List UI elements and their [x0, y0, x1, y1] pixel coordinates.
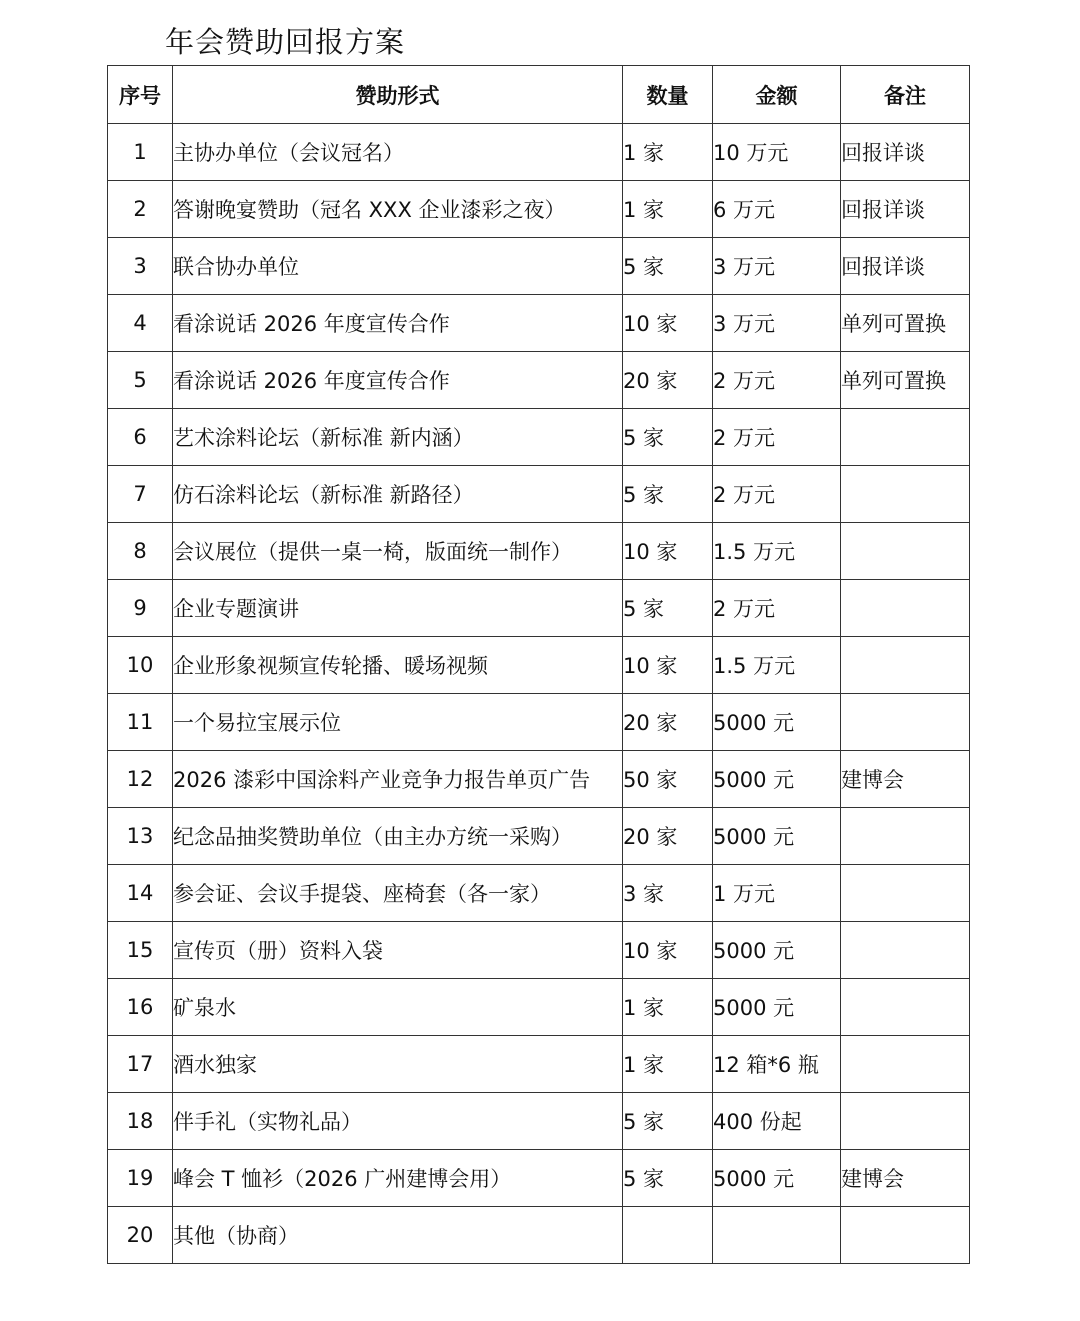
page-title: 年会赞助回报方案 [165, 25, 406, 59]
cell-amount: 5000 元 [713, 751, 841, 808]
cell-form: 酒水独家 [173, 1036, 623, 1093]
cell-form: 其他（协商） [173, 1207, 623, 1264]
cell-form: 一个易拉宝展示位 [173, 694, 623, 751]
header-no: 序号 [108, 66, 173, 124]
cell-qty: 1 家 [623, 1036, 713, 1093]
cell-no: 11 [108, 694, 173, 751]
table-row [108, 466, 970, 523]
table-row [108, 1036, 970, 1093]
cell-form: 主协办单位（会议冠名） [173, 124, 623, 181]
cell-amount: 6 万元 [713, 181, 841, 238]
cell-amount: 2 万元 [713, 580, 841, 637]
cell-amount: 1.5 万元 [713, 637, 841, 694]
cell-no: 1 [108, 124, 173, 181]
cell-qty: 5 家 [623, 238, 713, 295]
cell-qty [623, 1207, 713, 1264]
cell-qty: 20 家 [623, 352, 713, 409]
cell-no: 5 [108, 352, 173, 409]
cell-no: 17 [108, 1036, 173, 1093]
cell-qty: 5 家 [623, 409, 713, 466]
table-header-row [108, 66, 970, 124]
cell-amount: 400 份起 [713, 1093, 841, 1150]
cell-note [841, 580, 970, 637]
table-row [108, 1207, 970, 1264]
cell-form: 2026 漆彩中国涂料产业竞争力报告单页广告 [173, 751, 623, 808]
cell-amount: 5000 元 [713, 694, 841, 751]
cell-no: 6 [108, 409, 173, 466]
cell-qty: 1 家 [623, 124, 713, 181]
cell-note [841, 637, 970, 694]
cell-no: 12 [108, 751, 173, 808]
cell-no: 3 [108, 238, 173, 295]
cell-note: 建博会 [841, 751, 970, 808]
cell-amount: 3 万元 [713, 295, 841, 352]
cell-note: 回报详谈 [841, 124, 970, 181]
header-note: 备注 [841, 66, 970, 124]
cell-no: 10 [108, 637, 173, 694]
cell-form: 仿石涂料论坛（新标准 新路径） [173, 466, 623, 523]
cell-qty: 10 家 [623, 295, 713, 352]
cell-qty: 3 家 [623, 865, 713, 922]
cell-note: 单列可置换 [841, 295, 970, 352]
cell-note [841, 466, 970, 523]
table-row [108, 124, 970, 181]
cell-qty: 5 家 [623, 1093, 713, 1150]
cell-form: 企业形象视频宣传轮播、暖场视频 [173, 637, 623, 694]
table-row [108, 580, 970, 637]
cell-amount: 5000 元 [713, 979, 841, 1036]
table-row [108, 409, 970, 466]
cell-note [841, 979, 970, 1036]
cell-form: 企业专题演讲 [173, 580, 623, 637]
cell-note [841, 808, 970, 865]
cell-qty: 50 家 [623, 751, 713, 808]
cell-note: 回报详谈 [841, 181, 970, 238]
cell-amount: 2 万元 [713, 352, 841, 409]
table-row [108, 295, 970, 352]
header-qty: 数量 [623, 66, 713, 124]
table-row [108, 1093, 970, 1150]
cell-amount: 1 万元 [713, 865, 841, 922]
cell-amount: 2 万元 [713, 466, 841, 523]
cell-note [841, 1207, 970, 1264]
cell-no: 15 [108, 922, 173, 979]
cell-no: 2 [108, 181, 173, 238]
cell-amount: 2 万元 [713, 409, 841, 466]
cell-no: 13 [108, 808, 173, 865]
table-row [108, 979, 970, 1036]
cell-qty: 5 家 [623, 466, 713, 523]
cell-no: 20 [108, 1207, 173, 1264]
cell-form: 答谢晚宴赞助（冠名 XXX 企业漆彩之夜） [173, 181, 623, 238]
table-row [108, 1150, 970, 1207]
cell-amount: 5000 元 [713, 1150, 841, 1207]
table-row [108, 751, 970, 808]
table-row [108, 637, 970, 694]
cell-note: 建博会 [841, 1150, 970, 1207]
cell-note: 回报详谈 [841, 238, 970, 295]
cell-amount [713, 1207, 841, 1264]
cell-qty: 20 家 [623, 694, 713, 751]
cell-amount: 1.5 万元 [713, 523, 841, 580]
header-amount: 金额 [713, 66, 841, 124]
cell-amount: 12 箱*6 瓶 [713, 1036, 841, 1093]
cell-note [841, 694, 970, 751]
table-body [108, 124, 970, 1264]
cell-no: 8 [108, 523, 173, 580]
header-form: 赞助形式 [173, 66, 623, 124]
cell-form: 看涂说话 2026 年度宣传合作 [173, 352, 623, 409]
cell-qty: 20 家 [623, 808, 713, 865]
cell-form: 联合协办单位 [173, 238, 623, 295]
cell-form: 矿泉水 [173, 979, 623, 1036]
cell-note [841, 865, 970, 922]
cell-note: 单列可置换 [841, 352, 970, 409]
cell-note [841, 1036, 970, 1093]
cell-note [841, 922, 970, 979]
cell-form: 艺术涂料论坛（新标准 新内涵） [173, 409, 623, 466]
cell-no: 4 [108, 295, 173, 352]
cell-amount: 5000 元 [713, 808, 841, 865]
cell-qty: 10 家 [623, 922, 713, 979]
table-row [108, 523, 970, 580]
table-row [108, 865, 970, 922]
cell-no: 19 [108, 1150, 173, 1207]
cell-qty: 5 家 [623, 1150, 713, 1207]
table-row [108, 694, 970, 751]
table-row [108, 238, 970, 295]
cell-no: 14 [108, 865, 173, 922]
cell-qty: 5 家 [623, 580, 713, 637]
cell-no: 9 [108, 580, 173, 637]
cell-amount: 3 万元 [713, 238, 841, 295]
table-row [108, 922, 970, 979]
cell-note [841, 409, 970, 466]
table-row [108, 181, 970, 238]
cell-note [841, 523, 970, 580]
cell-form: 峰会 T 恤衫（2026 广州建博会用） [173, 1150, 623, 1207]
cell-no: 7 [108, 466, 173, 523]
cell-form: 纪念品抽奖赞助单位（由主办方统一采购） [173, 808, 623, 865]
cell-no: 16 [108, 979, 173, 1036]
cell-amount: 5000 元 [713, 922, 841, 979]
sponsorship-table [107, 65, 970, 1264]
cell-qty: 1 家 [623, 181, 713, 238]
cell-note [841, 1093, 970, 1150]
cell-form: 参会证、会议手提袋、座椅套（各一家） [173, 865, 623, 922]
cell-amount: 10 万元 [713, 124, 841, 181]
cell-qty: 10 家 [623, 523, 713, 580]
cell-qty: 1 家 [623, 979, 713, 1036]
cell-form: 伴手礼（实物礼品） [173, 1093, 623, 1150]
cell-form: 看涂说话 2026 年度宣传合作 [173, 295, 623, 352]
cell-no: 18 [108, 1093, 173, 1150]
cell-qty: 10 家 [623, 637, 713, 694]
cell-form: 宣传页（册）资料入袋 [173, 922, 623, 979]
table-row [108, 352, 970, 409]
cell-form: 会议展位（提供一桌一椅，版面统一制作） [173, 523, 623, 580]
table-row [108, 808, 970, 865]
